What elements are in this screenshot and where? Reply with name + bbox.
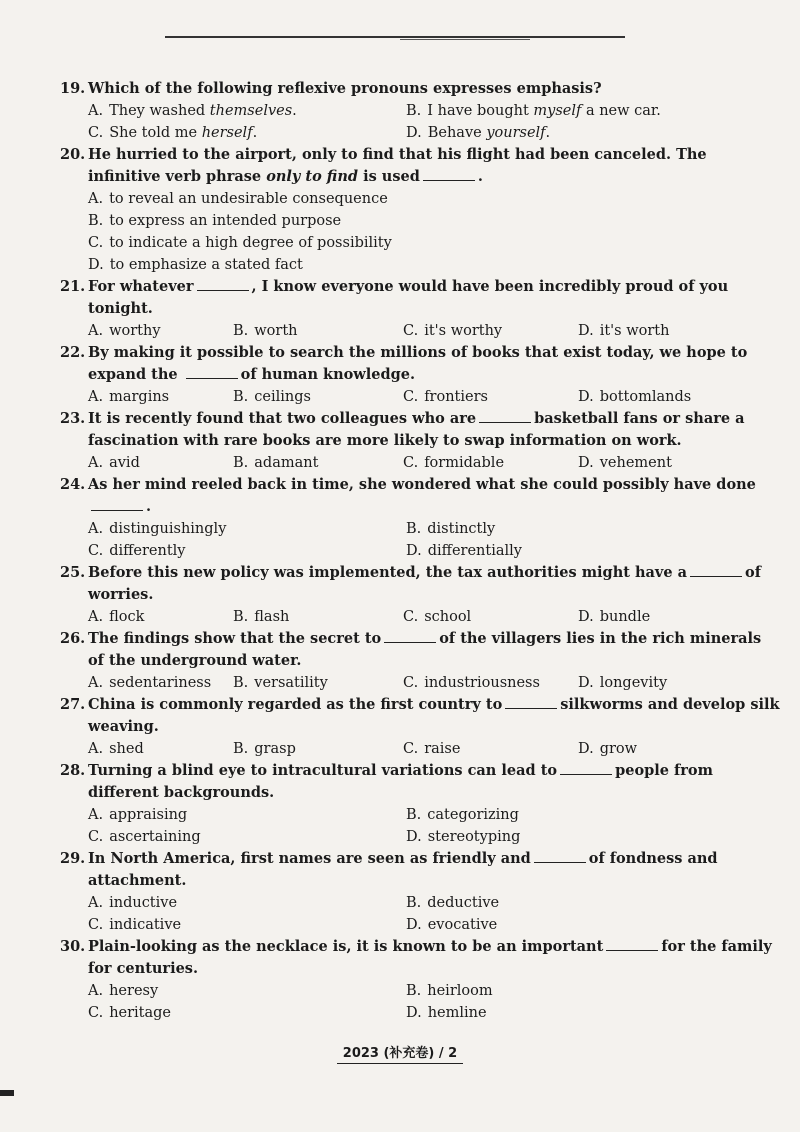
option-c[interactable]: C. formidable bbox=[403, 455, 505, 471]
question-27 bbox=[60, 694, 780, 760]
question-number: 25. bbox=[60, 564, 86, 581]
answer-blank[interactable] bbox=[606, 938, 658, 951]
option-c[interactable]: C. school bbox=[403, 609, 472, 625]
answer-blank[interactable] bbox=[423, 168, 475, 181]
question-20 bbox=[60, 144, 780, 276]
option-b[interactable]: B. I have bought myself a new car. bbox=[406, 103, 661, 119]
answer-blank[interactable] bbox=[690, 564, 742, 577]
option-a[interactable]: A. to reveal an undesirable consequence bbox=[88, 191, 388, 207]
question-number: 24. bbox=[60, 476, 86, 493]
option-b[interactable]: B. heirloom bbox=[406, 983, 493, 999]
question-stem: Turning a blind eye to intracultural variations can lead to people from different backgrounds. bbox=[88, 762, 713, 801]
question-number: 28. bbox=[60, 762, 86, 779]
question-30 bbox=[60, 936, 780, 1024]
option-a[interactable]: A. inductive bbox=[88, 895, 178, 911]
option-a[interactable]: A. appraising bbox=[88, 807, 188, 823]
options bbox=[60, 452, 780, 474]
option-c[interactable]: C. indicative bbox=[88, 917, 182, 933]
options bbox=[60, 980, 780, 1024]
question-stem: Before this new policy was implemented, the tax authorities might have a of worries. bbox=[88, 564, 761, 603]
answer-blank[interactable] bbox=[91, 498, 143, 511]
answer-blank[interactable] bbox=[384, 630, 436, 643]
option-c[interactable]: C. raise bbox=[403, 741, 461, 757]
question-number: 21. bbox=[60, 278, 86, 295]
option-a[interactable]: A. distinguishingly bbox=[88, 521, 227, 537]
exam-page bbox=[60, 78, 780, 1024]
options bbox=[60, 100, 780, 144]
question-26 bbox=[60, 628, 780, 694]
question-22 bbox=[60, 342, 780, 408]
question-28 bbox=[60, 760, 780, 848]
options bbox=[60, 672, 780, 694]
option-a[interactable]: A. margins bbox=[88, 389, 170, 405]
option-d[interactable]: D. hemline bbox=[406, 1005, 487, 1021]
scan-mark bbox=[0, 1090, 14, 1096]
option-a[interactable]: A. worthy bbox=[88, 323, 161, 339]
option-b[interactable]: B. distinctly bbox=[406, 521, 496, 537]
question-19 bbox=[60, 78, 780, 144]
question-21 bbox=[60, 276, 780, 342]
option-a[interactable]: A. avid bbox=[88, 455, 140, 471]
option-d[interactable]: D. bottomlands bbox=[578, 389, 692, 405]
top-rule bbox=[165, 36, 625, 38]
options bbox=[60, 738, 780, 760]
option-c[interactable]: C. it's worthy bbox=[403, 323, 503, 339]
question-stem: China is commonly regarded as the first country to silkworms and develop silk weaving. bbox=[88, 696, 780, 735]
question-stem: He hurried to the airport, only to find that his flight had been canceled. The infinitive verb phrase only to find is used . bbox=[88, 146, 707, 185]
page-footer bbox=[0, 1042, 800, 1061]
answer-blank[interactable] bbox=[534, 850, 586, 863]
page-number: 2023 (补充卷) / 2 bbox=[337, 1046, 463, 1064]
option-c[interactable]: C. She told me herself. bbox=[88, 125, 258, 141]
question-stem: Which of the following reflexive pronouns expresses emphasis? bbox=[88, 80, 602, 97]
option-c[interactable]: C. frontiers bbox=[403, 389, 488, 405]
option-b[interactable]: B. categorizing bbox=[406, 807, 519, 823]
option-b[interactable]: B. worth bbox=[233, 323, 298, 339]
option-d[interactable]: D. vehement bbox=[578, 455, 672, 471]
answer-blank[interactable] bbox=[560, 762, 612, 775]
options bbox=[60, 606, 780, 628]
option-c[interactable]: C. heritage bbox=[88, 1005, 172, 1021]
option-a[interactable]: A. shed bbox=[88, 741, 144, 757]
option-c[interactable]: C. ascertaining bbox=[88, 829, 201, 845]
option-b[interactable]: B. versatility bbox=[233, 675, 328, 691]
option-a[interactable]: A. They washed themselves. bbox=[88, 103, 297, 119]
question-number: 19. bbox=[60, 80, 86, 97]
option-a[interactable]: A. heresy bbox=[88, 983, 159, 999]
option-d[interactable]: D. bundle bbox=[578, 609, 651, 625]
question-number: 29. bbox=[60, 850, 86, 867]
option-d[interactable]: D. stereotyping bbox=[406, 829, 521, 845]
options bbox=[60, 518, 780, 562]
option-c[interactable]: C. to indicate a high degree of possibility bbox=[88, 235, 392, 251]
question-number: 26. bbox=[60, 630, 86, 647]
question-stem: The findings show that the secret to of the villagers lies in the rich minerals of the underground water. bbox=[88, 630, 762, 669]
options bbox=[60, 188, 780, 276]
top-rule-secondary bbox=[400, 39, 530, 40]
option-d[interactable]: D. grow bbox=[578, 741, 638, 757]
option-d[interactable]: D. Behave yourself. bbox=[406, 125, 551, 141]
answer-blank[interactable] bbox=[505, 696, 557, 709]
question-number: 23. bbox=[60, 410, 86, 427]
question-number: 22. bbox=[60, 344, 86, 361]
question-stem: By making it possible to search the millions of books that exist today, we hope to expand the of human knowledge. bbox=[88, 344, 748, 383]
question-stem: In North America, first names are seen as friendly and of fondness and attachment. bbox=[88, 850, 718, 889]
option-d[interactable]: D. longevity bbox=[578, 675, 668, 691]
option-d[interactable]: D. differentially bbox=[406, 543, 522, 559]
question-number: 27. bbox=[60, 696, 86, 713]
option-d[interactable]: D. to emphasize a stated fact bbox=[88, 257, 303, 273]
options bbox=[60, 892, 780, 936]
options bbox=[60, 386, 780, 408]
question-stem: As her mind reeled back in time, she wondered what she could possibly have done. bbox=[88, 476, 756, 515]
option-c[interactable]: C. differently bbox=[88, 543, 186, 559]
question-stem: For whatever , I know everyone would have been incredibly proud of you tonight. bbox=[88, 278, 729, 317]
option-c[interactable]: C. industriousness bbox=[403, 675, 540, 691]
answer-blank[interactable] bbox=[186, 366, 238, 379]
options bbox=[60, 804, 780, 848]
question-stem: It is recently found that two colleagues who are basketball fans or share a fascination with rare books are more likely to swap information on work. bbox=[88, 410, 745, 449]
answer-blank[interactable] bbox=[197, 278, 249, 291]
option-b[interactable]: B. to express an intended purpose bbox=[88, 213, 342, 229]
question-number: 20. bbox=[60, 146, 86, 163]
options bbox=[60, 320, 780, 342]
answer-blank[interactable] bbox=[479, 410, 531, 423]
option-b[interactable]: B. adamant bbox=[233, 455, 319, 471]
question-29 bbox=[60, 848, 780, 936]
option-a[interactable]: A. sedentariness bbox=[88, 675, 212, 691]
question-25 bbox=[60, 562, 780, 628]
question-stem: Plain-looking as the necklace is, it is known to be an important for the family for centuries. bbox=[88, 938, 772, 977]
option-d[interactable]: D. it's worth bbox=[578, 323, 670, 339]
option-d[interactable]: D. evocative bbox=[406, 917, 498, 933]
option-b[interactable]: B. grasp bbox=[233, 741, 296, 757]
option-b[interactable]: B. flash bbox=[233, 609, 290, 625]
question-24 bbox=[60, 474, 780, 562]
option-b[interactable]: B. deductive bbox=[406, 895, 500, 911]
question-23 bbox=[60, 408, 780, 474]
option-a[interactable]: A. flock bbox=[88, 609, 145, 625]
question-number: 30. bbox=[60, 938, 86, 955]
option-b[interactable]: B. ceilings bbox=[233, 389, 311, 405]
